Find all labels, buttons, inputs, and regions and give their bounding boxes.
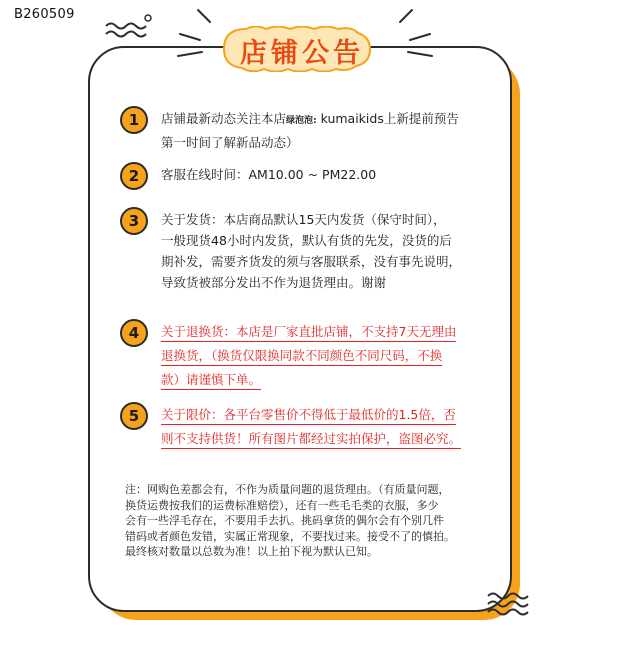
wave-decoration-icon [104, 14, 154, 42]
notice-line: 关于退换货：本店是厂家直批店铺，不支持7天无理由 [161, 323, 456, 342]
notice-line: 退换货，（换货仅限换同款不同颜色不同尺码，不换 [161, 347, 442, 366]
number-badge: 2 [120, 162, 148, 190]
number-badge: 5 [120, 402, 148, 430]
notice-line: 关于发货：本店商品默认15天内发货（保守时间）， [161, 212, 446, 227]
notice-line: 客服在线时间：AM10.00 ~ PM22.00 [161, 167, 377, 182]
notice-line: 期补发，需要齐货发的须与客服联系，没有事先说明， [161, 254, 462, 269]
wave-decoration-icon [486, 588, 536, 616]
number-badge: 4 [120, 319, 148, 347]
notice-line: 则不支持供货！所有图片都经过实拍保护，盗图必究。 [161, 430, 461, 449]
note-line: 最终核对数量以总数为准！以上拍下视为默认已知。 [125, 545, 378, 558]
notice-line-suffix: kumaikids上新提前预告 [316, 111, 459, 126]
notice-text [161, 108, 459, 153]
product-code: B260509 [14, 7, 75, 22]
disclaimer-note [125, 482, 505, 560]
notice-line: 第一时间了解新品动态） [161, 135, 299, 150]
page-title: 店铺公告 [240, 38, 364, 69]
number-badge: 3 [120, 207, 148, 235]
note-line: 换货运费按我们的运费标准赔偿），还有一些毛毛类的衣服，多少 [125, 498, 439, 512]
notice-text [161, 209, 461, 293]
notice-line: 款）请谨慎下单。 [161, 371, 261, 390]
title-banner [214, 26, 390, 72]
note-line: 错码或者颜色发错，实属正常现象，不要找过来。接受不了的慎拍。 [125, 529, 455, 543]
note-line: 注：网购色差都会有，不作为质量问题的退货理由。（有质量问题， [125, 483, 450, 496]
notice-line: 导致货被部分发出不作为退货理由。谢谢 [161, 275, 387, 290]
notice-text [161, 321, 456, 393]
note-line: 会有一些浮毛存在，不要用手去扒。挑码拿货的偶尔会有个别几件 [125, 514, 444, 527]
notice-line: 关于限价：各平台零售价不得低于最低价的1.5倍，否 [161, 406, 456, 425]
wechat-badge: 绿泡泡: [286, 116, 317, 126]
notice-text [161, 164, 376, 185]
number-badge: 1 [120, 106, 148, 134]
notice-text [161, 404, 461, 452]
notice-line: 一般现货48小时内发货，默认有货的先发，没货的后 [161, 233, 452, 248]
notice-line: 店铺最新动态关注本店 [161, 111, 287, 126]
